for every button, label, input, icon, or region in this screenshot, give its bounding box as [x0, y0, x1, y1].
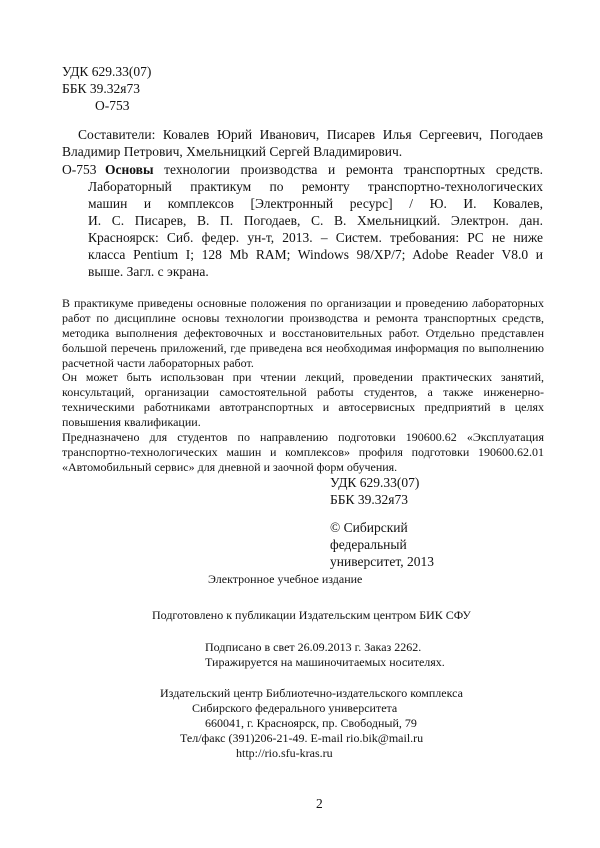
copyright-line3: университет, 2013 — [330, 554, 434, 569]
indices-udk: УДК 629.33(07) — [330, 475, 420, 490]
publisher-line2: Сибирского федерального университета — [192, 701, 398, 715]
copyright-line1: © Сибирский — [330, 520, 408, 535]
abstract-p3-line3: «Автомобильный сервис» для дневной и заочной форм обучения. — [62, 460, 398, 474]
abstract-p3-line1: Предназначено для студентов по направлению подготовки 190600.62 «Эксплуатация — [62, 430, 544, 444]
header-udk: УДК 629.33(07) — [62, 64, 152, 79]
prepared-line: Подготовлено к публикации Издательским центром БИК СФУ — [152, 608, 471, 622]
abstract-p2-line1: Он может быть использован при чтении лекций, проведении практических занятий, — [62, 370, 544, 384]
copyright-line2: федеральный — [330, 537, 407, 552]
abstract-p2-line2: консультаций, организации самостоятельной работы студентов, а также инженерно- — [62, 385, 544, 399]
edition-type: Электронное учебное издание — [208, 572, 363, 586]
page-number: 2 — [316, 796, 323, 811]
indices-bbk: ББК 39.32я73 — [330, 492, 408, 507]
entry-line1-rest: технологии производства и ремонта транспортных средств. — [164, 162, 543, 177]
compilers-line2: Владимир Петрович, Хмельницкий Сергей Владимирович. — [62, 144, 403, 159]
header-code: О-753 — [95, 98, 130, 113]
entry-line3: машин и комплексов [Электронный ресурс] / Ю. И. Ковалев, — [88, 196, 543, 211]
entry-line5: Красноярск: Сиб. федер. ун-т, 2013. – Систем. требования: PC не ниже — [88, 230, 543, 245]
entry-line7: выше. Загл. с экрана. — [88, 264, 209, 279]
header-bbk: ББК 39.32я73 — [62, 81, 140, 96]
abstract-p1-line1: В практикуме приведены основные положения по организации и проведению лабораторных — [62, 296, 544, 310]
abstract-p3-line2: транспортно-технологических машин и комплексов» профиля подготовки 190600.62.01 — [62, 445, 544, 459]
publisher-line4: Тел/факс (391)206-21-49. E-mail rio.bik@mail.ru — [180, 731, 424, 745]
signed-line1: Подписано в свет 26.09.2013 г. Заказ 2262. — [205, 640, 422, 654]
entry-line6: класса Pentium I; 128 Mb RAM; Windows 98/XP/7; Adobe Reader V8.0 и — [88, 247, 543, 262]
entry-title-bold: Основы — [105, 162, 154, 177]
publisher-line1: Издательский центр Библиотечно-издательского комплекса — [160, 686, 463, 700]
entry-line4: И. С. Писарев, В. П. Погодаев, С. В. Хмельницкий. Электрон. дан. — [88, 213, 543, 228]
abstract-p1-line5: расчетной части лабораторных работ. — [62, 356, 254, 370]
abstract-p2-line3: техническими работниками автотранспортных и автосервисных предприятий в целях — [62, 400, 544, 414]
entry-code: О-753 — [62, 162, 97, 177]
abstract-p1-line4: большой перечень приложений, где приведена вся необходимая информация по выполнению — [62, 341, 544, 355]
entry-line1 — [105, 161, 543, 178]
abstract-p1-line3: методика выполнения дефектовочных и восстановительных работ. Отдельно представлен — [62, 326, 544, 340]
abstract-p1-line2: работ по дисциплине основы технологии производства и ремонта транспортных средств, — [62, 311, 544, 325]
compilers-line1: Составители: Ковалев Юрий Иванович, Писарев Илья Сергеевич, Погодаев — [78, 127, 543, 142]
publisher-line5: http://rio.sfu-kras.ru — [236, 746, 333, 760]
entry-line2: Лабораторный практикум по ремонту транспортно-технологических — [88, 179, 543, 194]
abstract-p2-line4: повышения квалификации. — [62, 415, 201, 429]
publisher-line3: 660041, г. Красноярск, пр. Свободный, 79 — [205, 716, 417, 730]
signed-line2: Тиражируется на машиночитаемых носителях. — [205, 655, 445, 669]
